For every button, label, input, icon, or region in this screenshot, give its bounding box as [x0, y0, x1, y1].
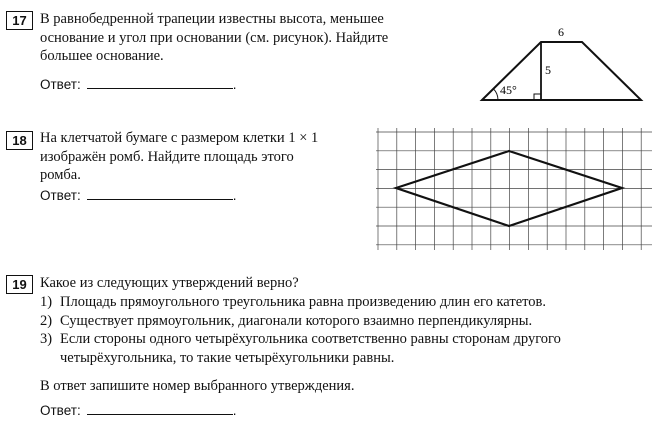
- trapezoid-figure: [470, 20, 650, 106]
- angle-label: 45°: [500, 83, 517, 97]
- task-17-number: 17: [6, 11, 33, 30]
- option-2-text: Существует прямоугольник, диагонали которого взаимно перпендикулярны.: [60, 312, 533, 329]
- task-17-answer: Ответ: .: [40, 77, 237, 92]
- task-19-options: [40, 293, 650, 367]
- task-17-line-2: основание и угол при основании (см. рисунок). Найдите: [40, 29, 389, 46]
- task-19-question: Какое из следующих утверждений верно?: [40, 275, 299, 291]
- task-18-line-2: изображён ромб. Найдите площадь этого: [40, 148, 294, 165]
- task-18-number: 18: [6, 131, 33, 150]
- option-3-number: 3): [40, 331, 53, 347]
- task-18-answer-label: Ответ:: [40, 188, 81, 203]
- task-19-answer-line[interactable]: [87, 402, 233, 415]
- rhombus-grid-figure: [376, 128, 652, 250]
- task-17-answer-line[interactable]: [87, 76, 233, 89]
- option-2-number: 2): [40, 312, 53, 329]
- task-17-answer-label: Ответ:: [40, 77, 81, 92]
- option-2: [40, 312, 650, 331]
- option-3-text: Если стороны одного четырёхугольника соответственно равны сторонам другого четырёхугольника, то такие четырёхугольники равны.: [60, 331, 561, 366]
- option-1-number: 1): [40, 294, 53, 310]
- task-18-answer-line[interactable]: [87, 187, 233, 200]
- task-17-text: [40, 10, 388, 66]
- task-18-line-3: ромба.: [40, 167, 81, 183]
- angle-arc: [493, 89, 498, 100]
- grid-lines: [376, 128, 652, 250]
- task-19-answer: Ответ: .: [40, 403, 237, 418]
- task-17-line-3: большее основание.: [40, 48, 164, 64]
- task-19-number: 19: [6, 275, 33, 294]
- option-1: [40, 293, 650, 312]
- task-19-instruction: В ответ запишите номер выбранного утверждения.: [40, 378, 355, 394]
- task-18-text: [40, 129, 318, 185]
- task-18-answer: Ответ: .: [40, 188, 237, 203]
- option-1-text: Площадь прямоугольного треугольника равна произведению длин его катетов.: [60, 294, 547, 310]
- task-17-line-1: В равнобедренной трапеции известны высота, меньшее: [40, 11, 384, 27]
- top-base-label: 6: [558, 25, 564, 39]
- task-18-line-1: На клетчатой бумаге с размером клетки 1 × 1: [40, 130, 319, 146]
- task-19-answer-label: Ответ:: [40, 403, 81, 418]
- option-3: [40, 330, 650, 367]
- height-label: 5: [545, 63, 551, 77]
